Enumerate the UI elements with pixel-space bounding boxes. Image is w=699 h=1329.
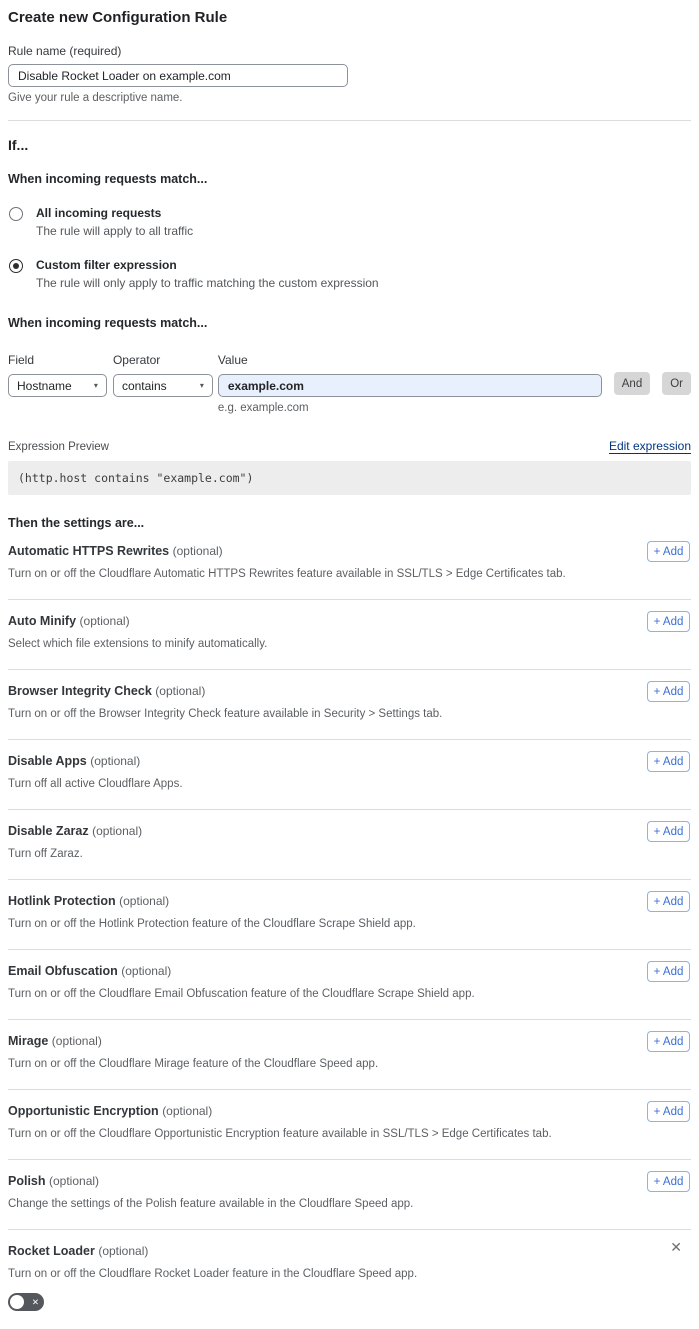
setting-row	[8, 880, 691, 950]
or-button[interactable]: Or	[662, 372, 691, 395]
setting-description: Turn off Zaraz.	[8, 848, 83, 860]
close-icon[interactable]: ✕	[670, 1239, 682, 1255]
setting-name: Automatic HTTPS Rewrites	[8, 544, 170, 558]
radio-description: The rule will apply to all traffic	[36, 224, 194, 238]
then-settings-heading: Then the settings are...	[8, 516, 145, 530]
edit-expression-link[interactable]: Edit expression	[608, 439, 691, 453]
setting-optional-tag: (optional)	[49, 1174, 100, 1188]
setting-row	[8, 530, 691, 600]
radio-all-incoming-requests[interactable]	[8, 206, 691, 238]
setting-optional-tag: (optional)	[90, 754, 141, 768]
setting-name: Opportunistic Encryption	[8, 1104, 159, 1118]
radio-custom-filter-expression[interactable]	[8, 258, 691, 290]
value-input[interactable]	[218, 374, 602, 397]
value-label: Value	[217, 353, 248, 367]
field-select[interactable]	[8, 374, 107, 397]
expression-preview-code: (http.host contains "example.com")	[8, 461, 691, 495]
and-button[interactable]: And	[614, 372, 650, 395]
radio-label: Custom filter expression	[36, 258, 177, 272]
expression-builder-row	[8, 353, 691, 414]
setting-optional-tag: (optional)	[119, 894, 170, 908]
setting-optional-tag: (optional)	[51, 1034, 102, 1048]
setting-optional-tag: (optional)	[92, 824, 143, 838]
setting-row	[8, 1160, 691, 1230]
setting-optional-tag: (optional)	[162, 1104, 213, 1118]
operator-label: Operator	[112, 353, 161, 367]
setting-name: Polish	[8, 1174, 46, 1188]
builder-heading: When incoming requests match...	[8, 316, 208, 330]
radio-label: All incoming requests	[36, 206, 162, 220]
setting-description: Select which file extensions to minify automatically.	[8, 638, 268, 650]
setting-description: Turn on or off the Browser Integrity Check feature available in Security > Settings tab.	[8, 708, 443, 720]
match-heading: When incoming requests match...	[8, 172, 208, 186]
rocket-loader-toggle[interactable]	[8, 1293, 44, 1311]
setting-name: Email Obfuscation	[8, 964, 118, 978]
setting-description: Turn on or off the Cloudflare Opportunistic Encryption feature available in SSL/TLS > Edge Certificates tab.	[8, 1128, 552, 1140]
add-setting-button[interactable]: + Add	[647, 891, 690, 912]
field-select-value: Hostname	[17, 378, 72, 393]
value-help: e.g. example.com	[217, 402, 309, 414]
setting-description: Turn on or off the Cloudflare Automatic HTTPS Rewrites feature available in SSL/TLS > Edge Certificates tab.	[8, 568, 566, 580]
add-setting-button[interactable]: + Add	[647, 681, 690, 702]
if-heading: If...	[8, 137, 29, 153]
add-setting-button[interactable]: + Add	[647, 1101, 690, 1122]
setting-name: Rocket Loader	[8, 1244, 95, 1258]
setting-description: Turn on or off the Cloudflare Mirage feature of the Cloudflare Speed app.	[8, 1058, 379, 1070]
rule-name-group	[8, 44, 691, 104]
setting-row	[8, 810, 691, 880]
radio-description: The rule will only apply to traffic matching the custom expression	[36, 276, 379, 290]
setting-name: Browser Integrity Check	[8, 684, 152, 698]
add-setting-button[interactable]: + Add	[647, 961, 690, 982]
setting-name: Mirage	[8, 1034, 49, 1048]
operator-select-value: contains	[121, 378, 167, 393]
add-setting-button[interactable]: + Add	[647, 1031, 690, 1052]
add-setting-button[interactable]: + Add	[647, 1171, 690, 1192]
rocket-loader-row	[8, 1230, 691, 1311]
rule-name-help: Give your rule a descriptive name.	[8, 92, 183, 104]
rule-name-label: Rule name (required)	[8, 44, 122, 58]
rule-name-input[interactable]	[8, 64, 348, 87]
operator-select[interactable]	[113, 374, 213, 397]
toggle-knob[interactable]	[10, 1295, 24, 1309]
setting-row	[8, 600, 691, 670]
add-setting-button[interactable]: + Add	[647, 821, 690, 842]
settings-list	[8, 530, 691, 1230]
page-title: Create new Configuration Rule	[8, 9, 228, 26]
setting-description: Turn on or off the Cloudflare Rocket Loader feature in the Cloudflare Speed app.	[8, 1268, 418, 1280]
chevron-down-icon: ▾	[93, 381, 98, 390]
setting-description: Turn off all active Cloudflare Apps.	[8, 778, 183, 790]
setting-description: Change the settings of the Polish feature available in the Cloudflare Speed app.	[8, 1198, 414, 1210]
toggle-off-x-icon: ✕	[31, 1296, 39, 1307]
setting-row	[8, 740, 691, 810]
setting-row	[8, 1020, 691, 1090]
setting-name: Disable Apps	[8, 754, 87, 768]
section-divider	[8, 120, 691, 121]
setting-optional-tag: (optional)	[155, 684, 206, 698]
setting-optional-tag: (optional)	[79, 614, 130, 628]
setting-row	[8, 950, 691, 1020]
setting-optional-tag: (optional)	[121, 964, 172, 978]
add-setting-button[interactable]: + Add	[647, 751, 690, 772]
setting-description: Turn on or off the Cloudflare Email Obfuscation feature of the Cloudflare Scrape Shield app.	[8, 988, 475, 1000]
radio-selected-icon[interactable]	[9, 259, 23, 273]
setting-row	[8, 1090, 691, 1160]
field-label: Field	[8, 353, 35, 367]
chevron-down-icon: ▾	[199, 381, 204, 390]
setting-optional-tag: (optional)	[172, 544, 223, 558]
setting-optional-tag: (optional)	[98, 1244, 149, 1258]
add-setting-button[interactable]: + Add	[647, 611, 690, 632]
expression-preview-label: Expression Preview	[8, 441, 109, 453]
setting-row	[8, 670, 691, 740]
setting-description: Turn on or off the Hotlink Protection feature of the Cloudflare Scrape Shield app.	[8, 918, 416, 930]
setting-name: Disable Zaraz	[8, 824, 89, 838]
expression-preview-header	[8, 439, 691, 454]
add-setting-button[interactable]: + Add	[647, 541, 690, 562]
setting-name: Auto Minify	[8, 614, 77, 628]
radio-unselected-icon[interactable]	[9, 207, 23, 221]
setting-name: Hotlink Protection	[8, 894, 116, 908]
